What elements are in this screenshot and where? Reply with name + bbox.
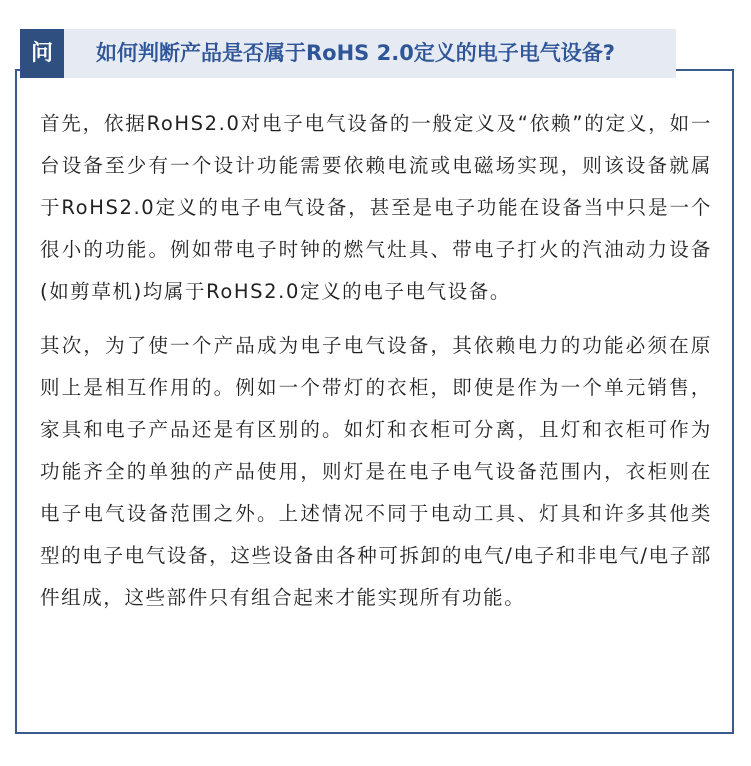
answer-body [40, 103, 712, 631]
question-header [20, 29, 676, 78]
answer-paragraph-1: 首先，依据RoHS2.0对电子电气设备的一般定义及“依赖”的定义，如一台设备至少有一个设计功能需要依赖电流或电磁场实现，则该设备就属于RoHS2.0定义的电子电气设备，甚至是电子功能在设备当中只是一个很小的功能。例如带电子时钟的燃气灶具、带电子打火的汽油动力设备(如剪草机)均属于RoHS2.0定义的电子电气设备。 [40, 112, 712, 303]
question-badge: 问 [20, 29, 64, 78]
answer-paragraph-2: 其次，为了使一个产品成为电子电气设备，其依赖电力的功能必须在原则上是相互作用的。例如一个带灯的衣柜，即使是作为一个单元销售，家具和电子产品还是有区别的。如灯和衣柜可分离，且灯和衣柜可作为功能齐全的单独的产品使用，则灯是在电子电气设备范围内，衣柜则在电子电气设备范围之外。上述情况不同于电动工具、灯具和许多其他类型的电子电气设备，这些设备由各种可拆卸的电气/电子和非电气/电子部件组成，这些部件只有组合起来才能实现所有功能。 [40, 334, 712, 609]
question-title: 如何判断产品是否属于RoHS 2.0定义的电子电气设备? [96, 41, 615, 65]
